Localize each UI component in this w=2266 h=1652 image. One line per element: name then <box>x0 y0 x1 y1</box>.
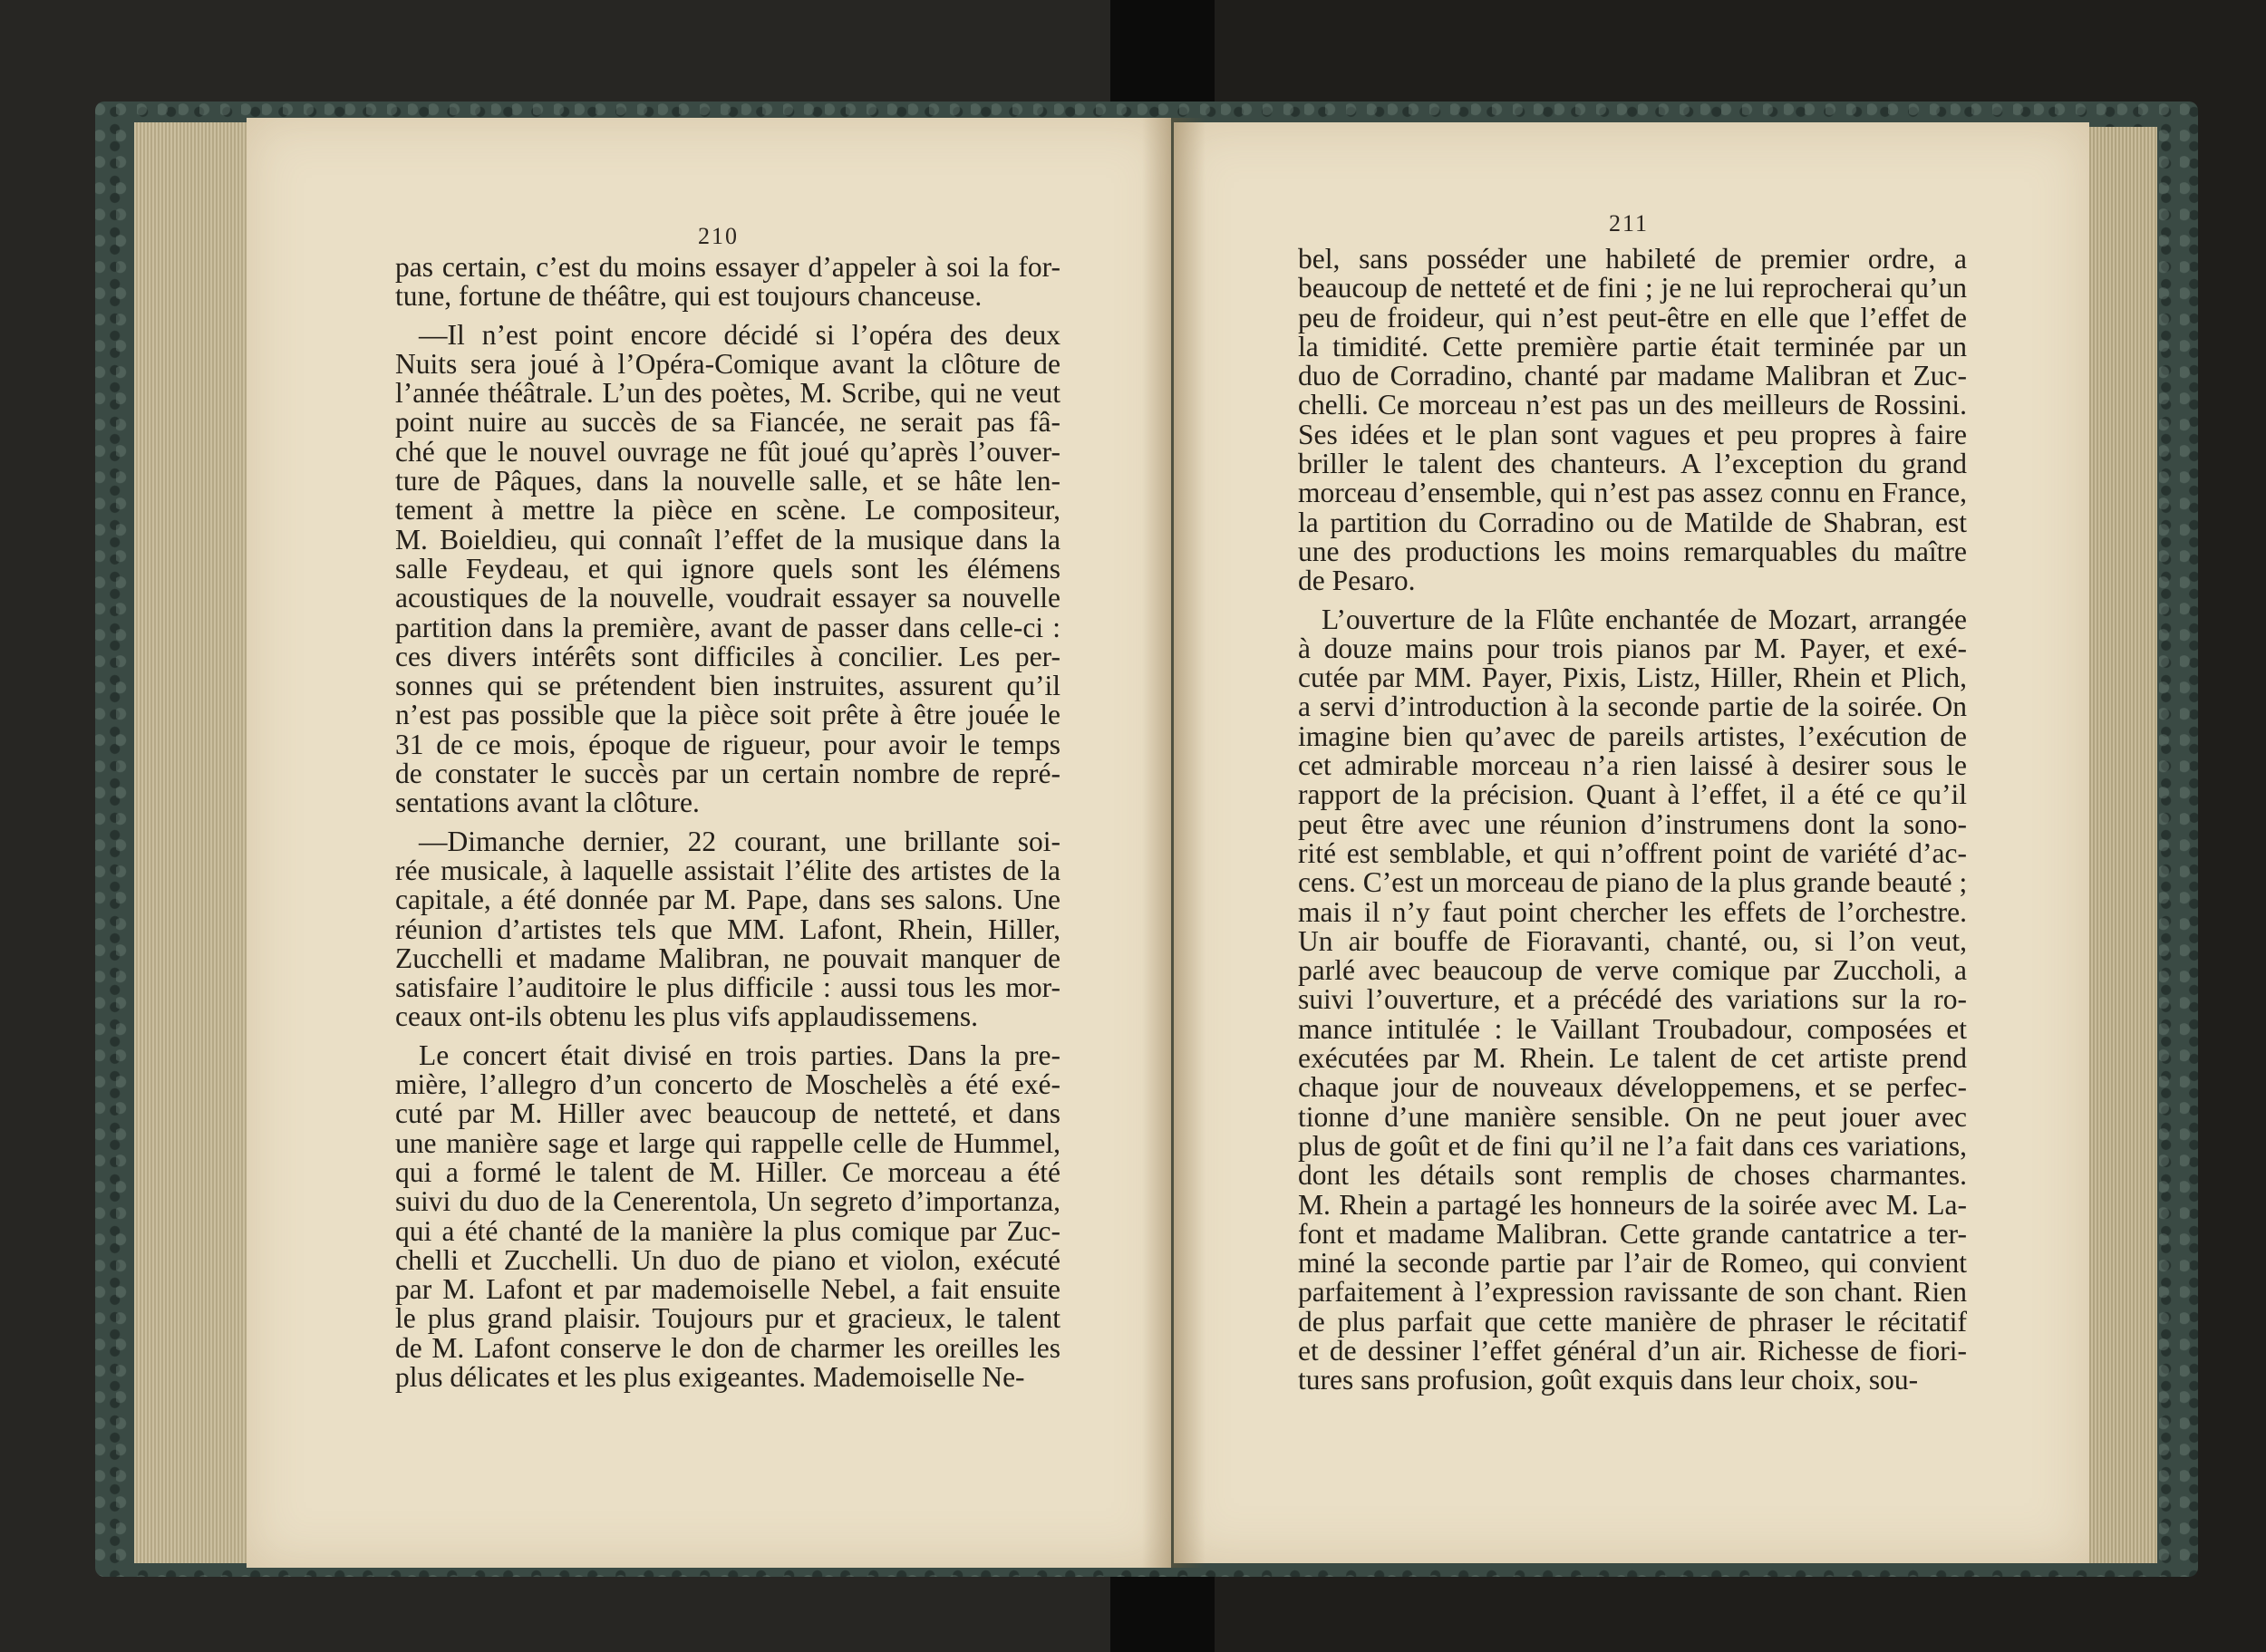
text-line: —Il n’est point encore décidé si l’opéra des deux <box>419 318 1060 351</box>
text-line: tures sans profusion, goût exquis dans leur choix, sou- <box>1298 1364 1919 1396</box>
right-page-text <box>1298 245 1967 1396</box>
text-line: réunion d’artistes tels que MM. Lafont, Rhein, Hiller, <box>395 913 1060 945</box>
text-line: parlé avec beaucoup de verve comique par Zuccholi, a <box>1298 954 1967 987</box>
text-line: tionne d’une manière sensible. On ne peut jouer avec <box>1298 1100 1967 1133</box>
paragraph <box>395 253 1060 312</box>
text-line: cutée par MM. Payer, Pixis, Listz, Hiller, Rhein et Plich, <box>1298 662 1967 694</box>
text-line: mais il n’y faut point chercher les effets de l’orchestre. <box>1298 895 1967 928</box>
text-line: ché que le nouvel ouvrage ne fût joué qu’après l’ouver- <box>395 435 1060 468</box>
text-line: —Dimanche dernier, 22 courant, une brillante soi- <box>419 825 1060 857</box>
text-line: ture de Pâques, dans la nouvelle salle, et se hâte len- <box>395 465 1060 498</box>
text-line: une manière sage et large qui rappelle celle de Hummel, <box>395 1126 1060 1159</box>
text-line: de constater le succès par un certain nombre de repré- <box>395 758 1060 790</box>
text-line: parfaitement à l’expression ravissante de son chant. Rien <box>1298 1276 1967 1309</box>
text-line: a servi d’introduction à la seconde partie de la soirée. On <box>1298 691 1967 723</box>
text-line: Un air bouffe de Fioravanti, chanté, ou, si l’on veut, <box>1298 924 1967 957</box>
text-line: ces divers intérêts sont difficiles à concilier. Les per- <box>395 640 1060 672</box>
paragraph <box>395 1041 1060 1393</box>
text-line: Le concert était divisé en trois parties. Dans la pre- <box>419 1039 1060 1071</box>
text-line: qui a été chanté de la manière la plus comique par Zuc- <box>395 1214 1060 1247</box>
text-line: Ses idées et le plan sont vagues et peu propres à faire <box>1298 418 1967 450</box>
text-line: chelli et Zucchelli. Un duo de piano et violon, exécuté <box>395 1243 1060 1276</box>
text-line: pas certain, c’est du moins essayer d’appeler à soi la for- <box>395 251 1060 283</box>
left-page-edges <box>134 122 252 1563</box>
text-line: rée musicale, à laquelle assistait l’élite des artistes de la <box>395 854 1060 886</box>
text-line: exécutées par M. Rhein. Le talent de cet artiste prend <box>1298 1042 1967 1075</box>
text-line: de M. Lafont conserve le don de charmer les oreilles les <box>395 1331 1060 1364</box>
text-line: M. Boieldieu, qui connaît l’effet de la musique dans la <box>395 523 1060 555</box>
right-page-edges <box>2080 127 2157 1563</box>
text-line: par M. Lafont et par mademoiselle Nebel, a fait ensuite <box>395 1273 1060 1306</box>
text-line: chaque jour de nouveaux développemens, et se perfec- <box>1298 1071 1967 1104</box>
text-line: 31 de ce mois, époque de rigueur, pour avoir le temps <box>395 728 1060 760</box>
text-line: duo de Corradino, chanté par madame Malibran et Zuc- <box>1298 360 1967 392</box>
text-line: dont les détails sont remplis de choses charmantes. <box>1298 1159 1967 1192</box>
text-line: peu de froideur, qui n’est peut-être en elle que l’effet de <box>1298 301 1967 333</box>
text-line: partition dans la première, avant de passer dans celle-ci : <box>395 611 1060 643</box>
text-line: peut être avec une réunion d’instrumens dont la sono- <box>1298 807 1967 840</box>
text-line: suivi du duo de la Cenerentola, Un segreto d’importanza, <box>395 1185 1060 1218</box>
right-page-number: 211 <box>1609 210 1650 237</box>
text-line: rapport de la précision. Quant à l’effet, il a été ce qu’il <box>1298 778 1967 811</box>
paragraph <box>395 827 1060 1032</box>
book-gutter <box>1142 118 1206 1568</box>
text-line: beaucoup de netteté et de fini ; je ne lui reprocherai qu’un <box>1298 272 1967 304</box>
text-line: de Pesaro. <box>1298 565 1416 597</box>
text-line: acoustiques de la nouvelle, voudrait essayer sa nouvelle <box>395 582 1060 614</box>
text-line: Nuits sera joué à l’Opéra-Comique avant la clôture de <box>395 347 1060 380</box>
paragraph <box>1298 245 1967 596</box>
text-line: l’année théâtrale. L’un des poètes, M. Scribe, qui ne veut <box>395 377 1060 410</box>
text-line: mance intitulée : le Vaillant Troubadour, composées et <box>1298 1012 1967 1045</box>
text-line: cens. C’est un morceau de piano de la plus grande beauté ; <box>1298 866 1968 899</box>
text-line: la timidité. Cette première partie était terminée par un <box>1298 330 1967 362</box>
text-line: n’est pas possible que la pièce soit prête à être jouée le <box>395 699 1060 731</box>
text-line: ceaux ont-ils obtenu les plus vifs applaudissemens. <box>395 1000 979 1033</box>
text-line: bel, sans posséder une habileté de premier ordre, a <box>1298 243 1967 275</box>
text-line: qui a formé le talent de M. Hiller. Ce morceau a été <box>395 1155 1060 1188</box>
text-line: à douze mains pour trois pianos par M. Payer, et exé- <box>1298 632 1967 664</box>
text-line: chelli. Ce morceau n’est pas un des meilleurs de Rossini. <box>1298 389 1967 421</box>
text-line: capitale, a été donnée par M. Pape, dans ses salons. Une <box>395 884 1060 916</box>
text-line: tune, fortune de théâtre, qui est toujours chanceuse. <box>395 280 983 313</box>
text-line: point nuire au succès de sa Fiancée, ne serait pas fâ- <box>395 406 1060 439</box>
text-line: tement à mettre la pièce en scène. Le compositeur, <box>395 494 1060 527</box>
text-line: satisfaire l’auditoire le plus difficile : aussi tous les mor- <box>395 971 1060 1004</box>
text-line: plus délicates et les plus exigeantes. Mademoiselle Ne- <box>395 1360 1025 1393</box>
text-line: et de dessiner l’effet général d’un air. Richesse de fiori- <box>1298 1334 1967 1367</box>
text-line: miné la seconde partie par l’air de Romeo, qui convient <box>1298 1247 1967 1280</box>
text-line: M. Rhein a partagé les honneurs de la soirée avec M. La- <box>1298 1188 1967 1221</box>
text-line: L’ouverture de la Flûte enchantée de Mozart, arrangée <box>1322 603 1967 635</box>
text-line: briller le talent des chanteurs. A l’exception du grand <box>1298 448 1967 480</box>
text-line: imagine bien qu’avec de pareils artistes, l’exécution de <box>1298 720 1967 752</box>
paragraph <box>395 318 1060 819</box>
text-line: plus de goût et de fini qu’il ne l’a fait dans ces variations, <box>1298 1129 1967 1162</box>
text-line: morceau d’ensemble, qui n’est pas assez connu en France, <box>1298 477 1967 509</box>
text-line: le plus grand plaisir. Toujours pur et gracieux, le talent <box>395 1302 1060 1335</box>
text-line: suivi l’ouverture, et a précédé des variations sur la ro- <box>1298 983 1967 1016</box>
text-line: de plus parfait que cette manière de phraser le récitatif <box>1298 1305 1967 1338</box>
text-line: Zucchelli et madame Malibran, ne pouvait manquer de <box>395 942 1060 974</box>
left-page-text <box>395 253 1060 1392</box>
text-line: la partition du Corradino ou de Matilde de Shabran, est <box>1298 506 1967 538</box>
text-line: une des productions les moins remarquables du maître <box>1298 535 1967 567</box>
text-line: cet admirable morceau n’a rien laissé à desirer sous le <box>1298 749 1967 782</box>
paragraph <box>1298 605 1967 1396</box>
text-line: sentations avant la clôture. <box>395 787 700 819</box>
left-page-number: 210 <box>698 223 739 249</box>
text-line: cuté par M. Hiller avec beaucoup de netteté, et dans <box>395 1097 1060 1130</box>
text-line: font et madame Malibran. Cette grande cantatrice a ter- <box>1298 1217 1967 1250</box>
text-line: salle Feydeau, et qui ignore quels sont les élémens <box>395 552 1060 584</box>
text-line: sonnes qui se prétendent bien instruites, assurent qu’il <box>395 670 1060 702</box>
text-line: mière, l’allegro d’un concerto de Moschelès a été exé- <box>395 1068 1060 1101</box>
text-line: rité est semblable, et qui n’offrent point de variété d’ac- <box>1298 836 1967 869</box>
